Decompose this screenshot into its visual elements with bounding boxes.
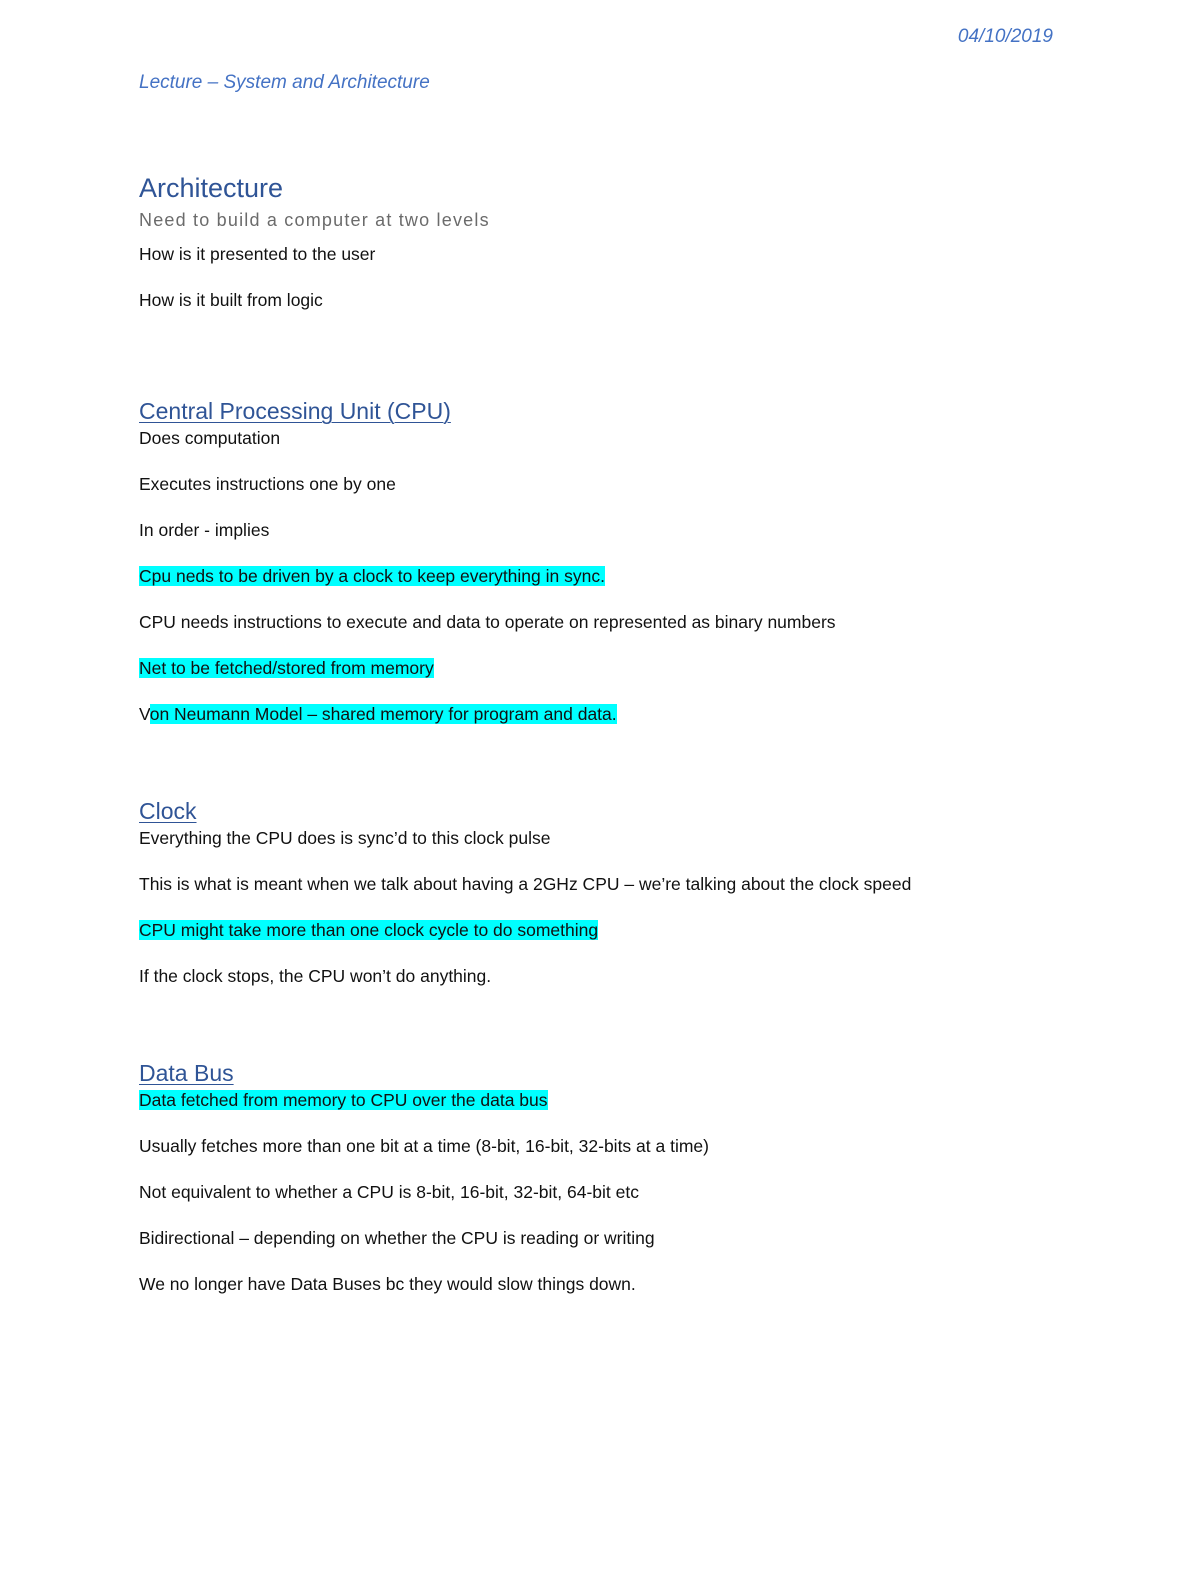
architecture-subtitle: Need to build a computer at two levels <box>139 210 490 230</box>
architecture-title: Architecture <box>139 173 284 203</box>
clock-line: If the clock stops, the CPU won’t do anything. <box>139 966 492 986</box>
highlight: Cpu neds to be driven by a clock to keep everything in sync. <box>139 566 605 586</box>
cpu-section <box>139 396 836 748</box>
data-bus-line: Bidirectional – depending on whether the CPU is reading or writing <box>139 1228 655 1248</box>
data-bus-heading: Data Bus <box>139 1060 234 1086</box>
highlight: Data fetched from memory to CPU over the data bus <box>139 1090 548 1110</box>
cpu-line: Executes instructions one by one <box>139 474 396 494</box>
cpu-heading: Central Processing Unit (CPU) <box>139 398 451 424</box>
data-bus-line-highlighted <box>139 1088 709 1112</box>
clock-heading: Clock <box>139 798 197 824</box>
highlight: CPU might take more than one clock cycle to do something <box>139 920 599 940</box>
architecture-section <box>139 170 1099 312</box>
clock-section <box>139 796 911 1010</box>
cpu-line: CPU needs instructions to execute and data to operate on represented as binary numbers <box>139 612 836 632</box>
data-bus-section <box>139 1058 709 1318</box>
clock-line: Everything the CPU does is sync’d to this clock pulse <box>139 828 551 848</box>
clock-line: This is what is meant when we talk about having a 2GHz CPU – we’re talking about the clock speed <box>139 874 912 894</box>
cpu-line-highlighted <box>139 564 836 588</box>
highlight: Net to be fetched/stored from memory <box>139 658 434 678</box>
cpu-line: In order - implies <box>139 520 270 540</box>
data-bus-line: Not equivalent to whether a CPU is 8-bit, 16-bit, 32-bit, 64-bit etc <box>139 1182 639 1202</box>
document-date: 04/10/2019 <box>957 26 1053 47</box>
clock-line-highlighted <box>139 918 911 942</box>
data-bus-line: Usually fetches more than one bit at a time (8-bit, 16-bit, 32-bits at a time) <box>139 1136 709 1156</box>
document-body <box>139 170 1099 1294</box>
cpu-line: Does computation <box>139 428 281 448</box>
plain-text: V <box>139 704 150 724</box>
architecture-line: How is it built from logic <box>139 290 323 310</box>
data-bus-line: We no longer have Data Buses bc they would slow things down. <box>139 1274 636 1294</box>
lecture-title: Lecture – System and Architecture <box>139 72 430 93</box>
cpu-line-highlighted <box>139 656 836 680</box>
highlight: on Neumann Model – shared memory for program and data. <box>149 704 617 724</box>
cpu-line-highlighted <box>139 702 836 726</box>
architecture-line: How is it presented to the user <box>139 244 376 264</box>
